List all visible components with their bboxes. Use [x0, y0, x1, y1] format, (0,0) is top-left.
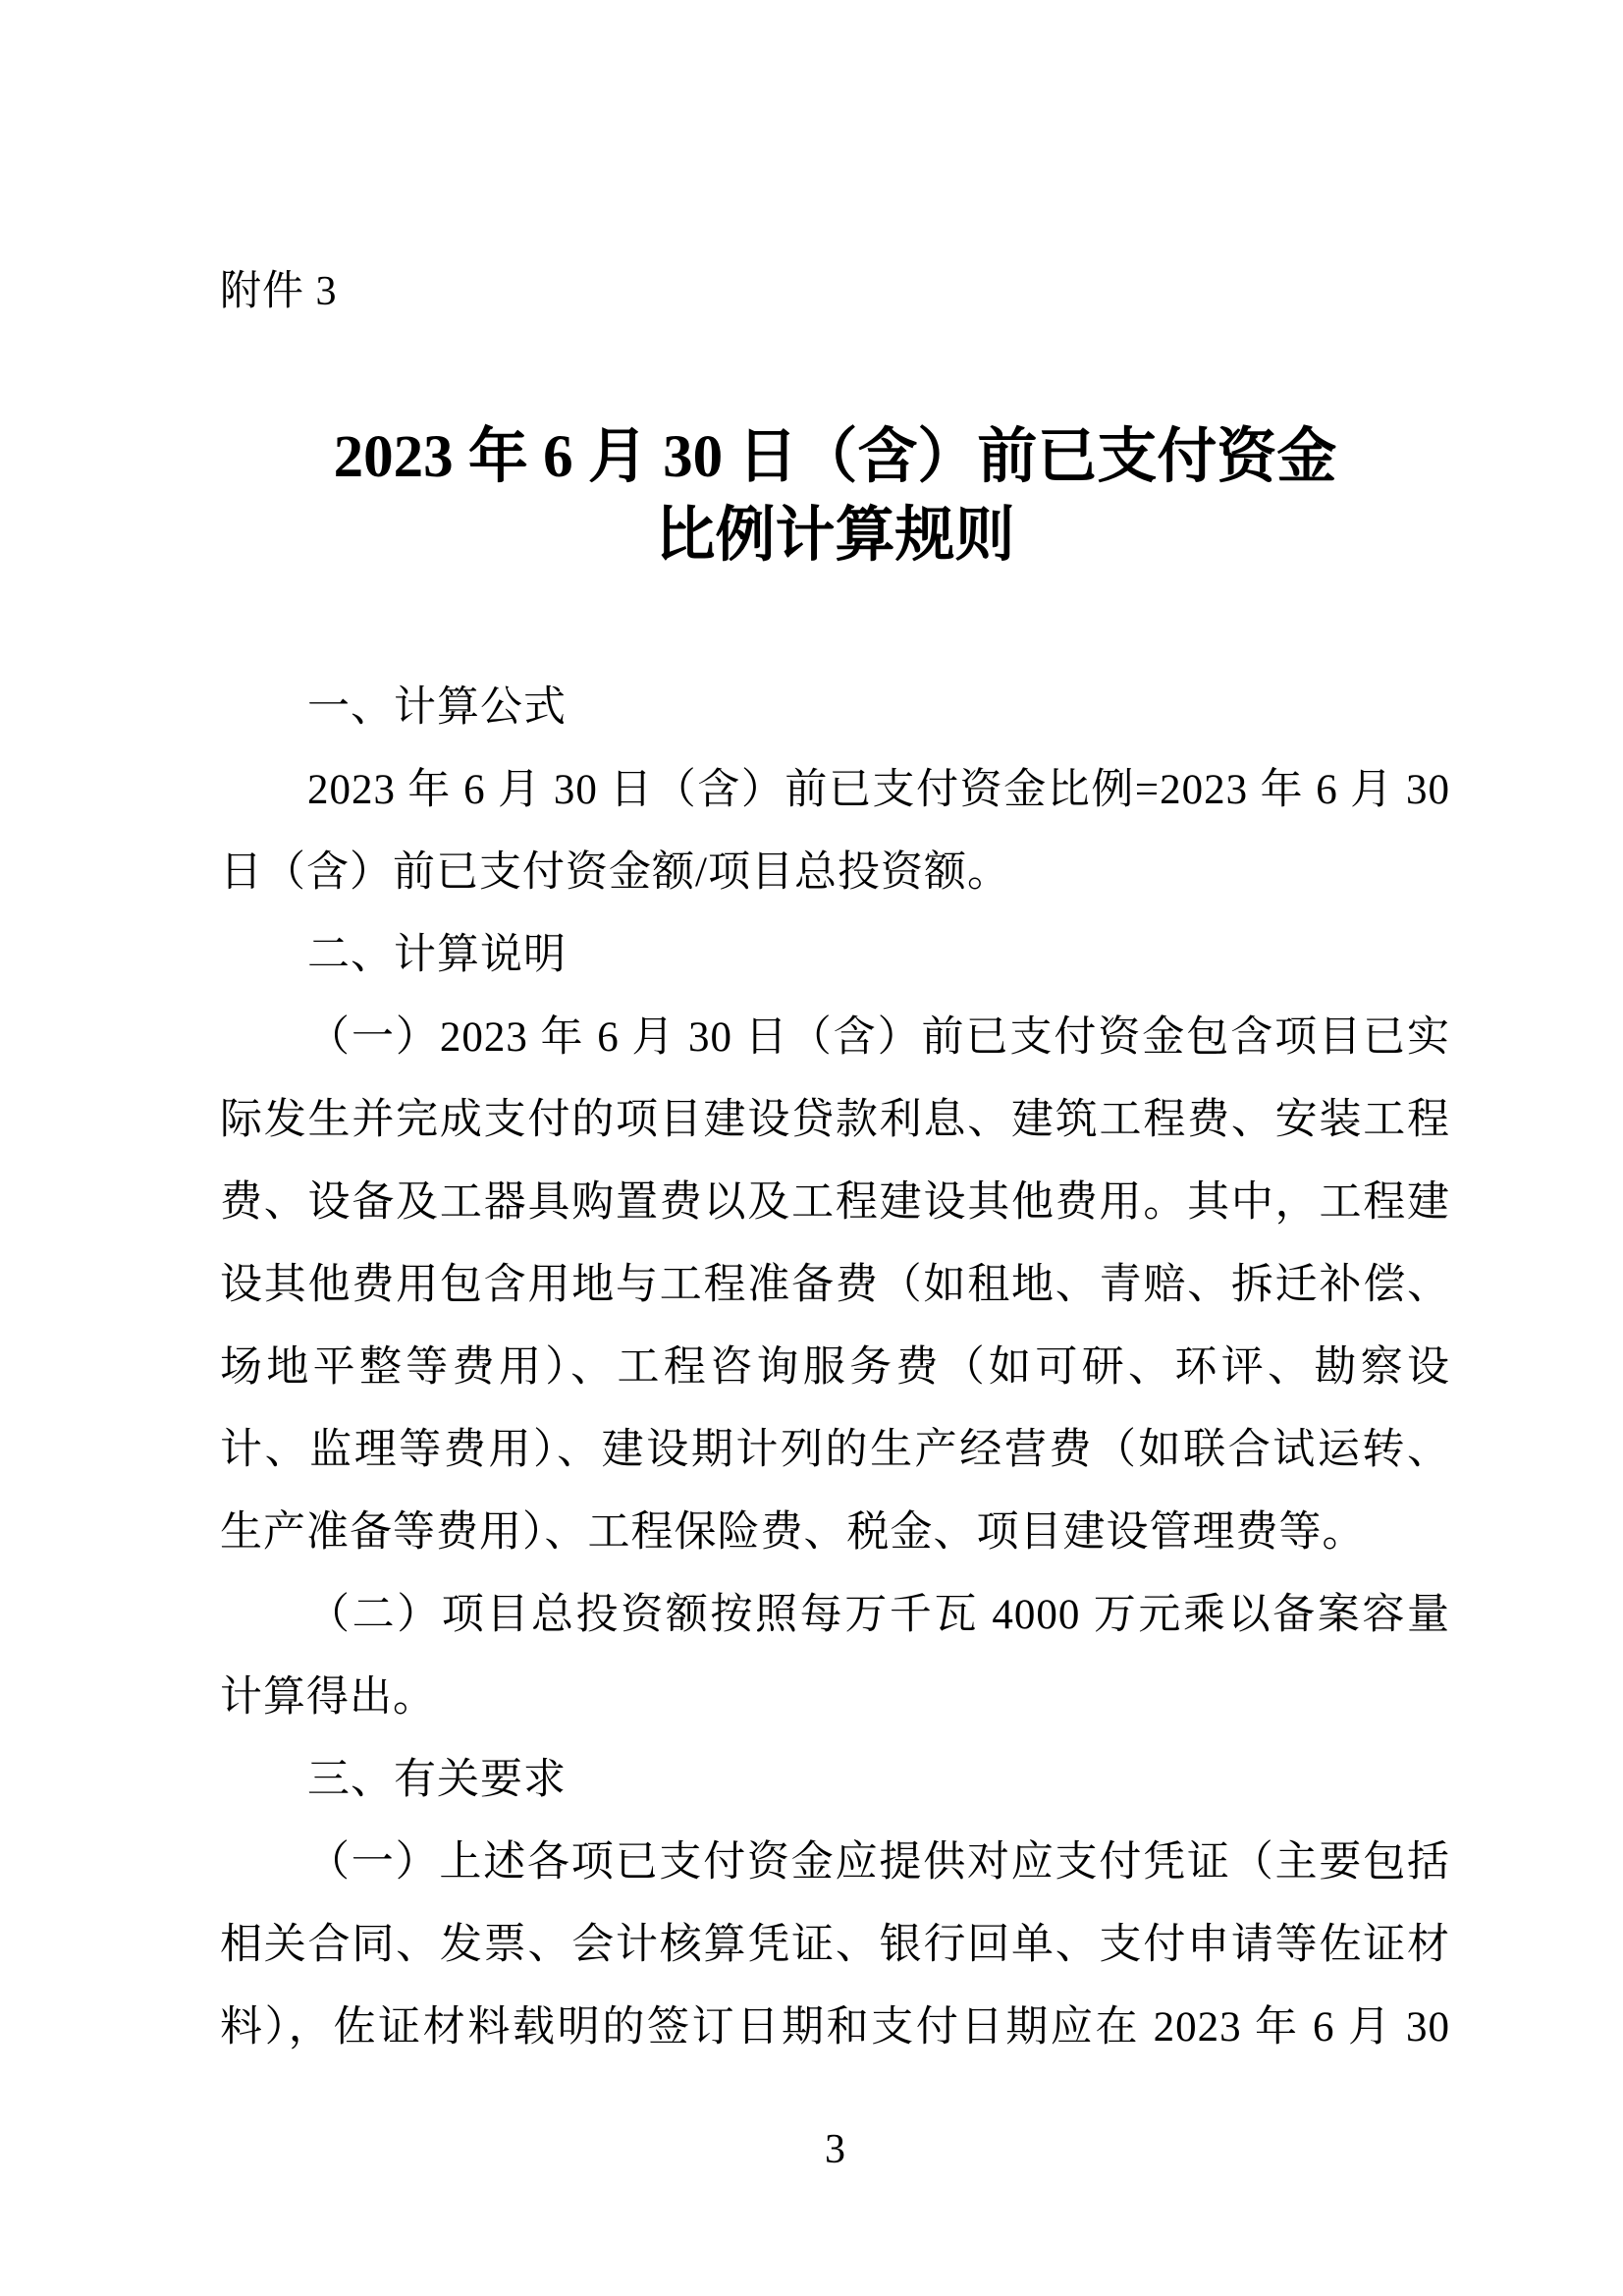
document-title-line-1: 2023 年 6 月 30 日（含）前已支付资金: [333, 424, 1337, 490]
body-line: （一）2023 年 6 月 30 日（含）前已支付资金包含项目已实: [307, 1014, 1450, 1061]
body-line: 生产准备等费用）、工程保险费、税金、项目建设管理费等。: [220, 1509, 1366, 1556]
body-line: 设其他费用包含用地与工程准备费（如租地、青赔、拆迁补偿、: [220, 1262, 1450, 1308]
document-title: [220, 418, 1450, 575]
body-line: 2023 年 6 月 30 日（含）前已支付资金比例=2023 年 6 月 30: [307, 767, 1450, 813]
document-title-line-2: 比例计算规则: [655, 503, 1015, 569]
body-line: 场地平整等费用）、工程咨询服务费（如可研、环评、勘察设: [220, 1344, 1450, 1391]
body-line: 计、监理等费用）、建设期计列的生产经营费（如联合试运转、: [220, 1427, 1450, 1473]
attachment-label: 附件 3: [220, 269, 338, 314]
body-line: （一）上述各项已支付资金应提供对应支付凭证（主要包括: [307, 1839, 1450, 1886]
body-line: 费、设备及工器具购置费以及工程建设其他费用。其中，工程建: [220, 1179, 1450, 1226]
page-footer: [220, 2129, 1450, 2170]
body-line: 料），佐证材料载明的签订日期和支付日期应在 2023 年 6 月 30: [220, 2004, 1450, 2050]
body-line: 计算得出。: [220, 1674, 436, 1721]
page-number: 3: [825, 2127, 845, 2172]
section-heading-1: 一、计算公式: [307, 684, 567, 731]
section-heading-3: 三、有关要求: [307, 1757, 567, 1803]
document-body: [220, 667, 1450, 2069]
body-line: （二）项目总投资额按照每万千瓦 4000 万元乘以备案容量: [307, 1592, 1450, 1638]
section-heading-2: 二、计算说明: [307, 932, 567, 978]
body-line: 相关合同、发票、会计核算凭证、银行回单、支付申请等佐证材: [220, 1922, 1450, 1968]
body-line: 日（含）前已支付资金额/项目总投资额。: [220, 849, 1010, 896]
body-line: 际发生并完成支付的项目建设贷款利息、建筑工程费、安装工程: [220, 1097, 1450, 1143]
